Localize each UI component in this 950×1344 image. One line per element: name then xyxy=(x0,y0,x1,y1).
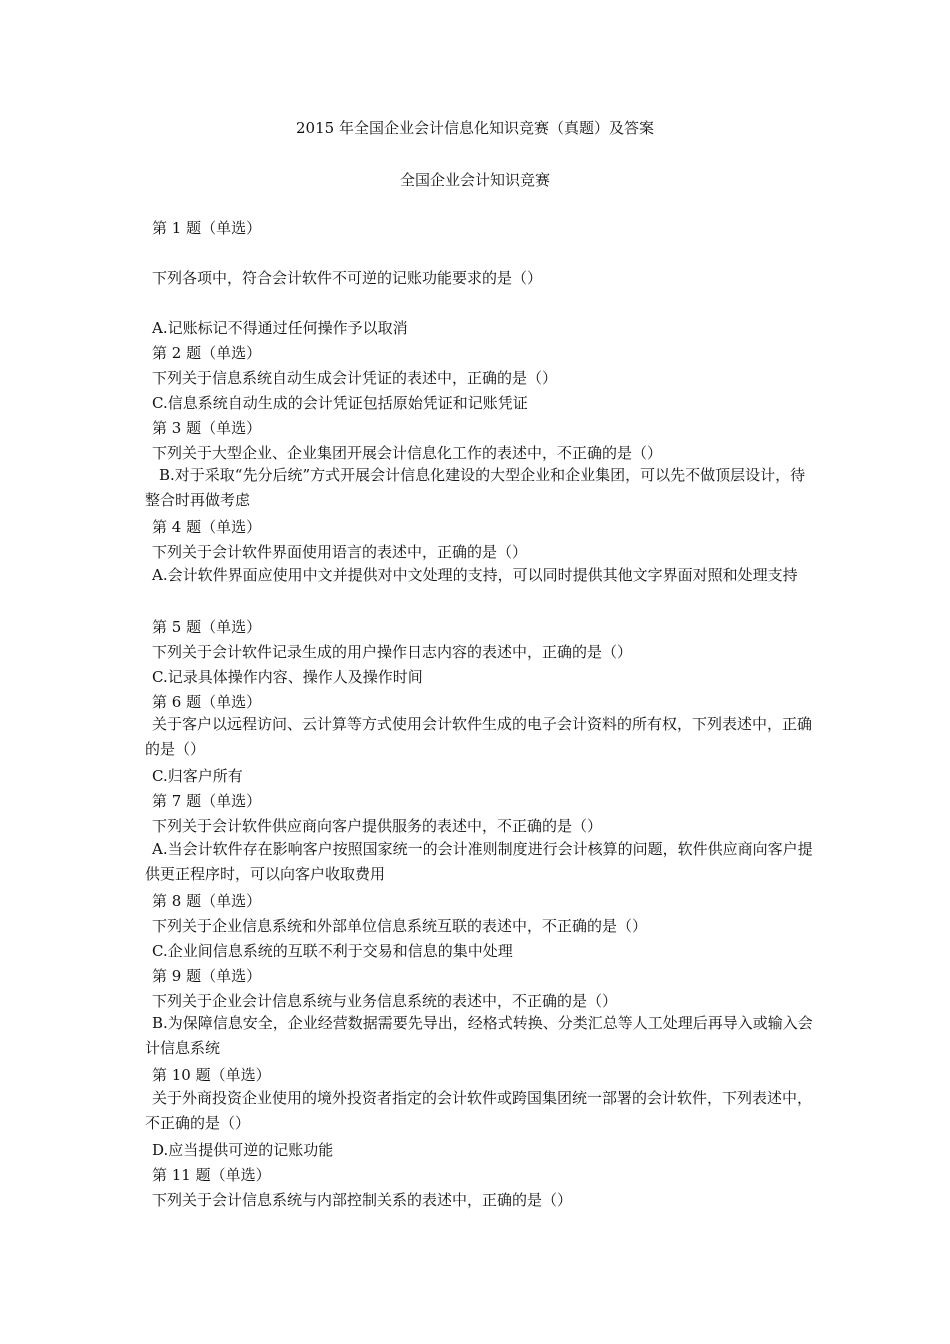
question-stem: 下列关于企业会计信息系统与业务信息系统的表述中，不正确的是（） xyxy=(152,992,618,1010)
question-stem: 下列关于会计软件界面使用语言的表述中，正确的是（） xyxy=(152,543,528,561)
answer-text: B.为保障信息安全，企业经营数据需要先导出，经格式转换、分类汇总等人工处理后再导入或输入会计信息系统 xyxy=(145,1014,813,1057)
answer-text: B.对于采取“先分后统”方式开展会计信息化建设的大型企业和企业集团，可以先不做顶层设计，待整合时再做考虑 xyxy=(145,466,806,509)
question-number: 第 6 题（单选） xyxy=(152,693,262,711)
answer-text: C.归客户所有 xyxy=(152,767,243,785)
question-number: 第 3 题（单选） xyxy=(152,419,262,437)
question-stem: 下列关于会计信息系统与内部控制关系的表述中，正确的是（） xyxy=(152,1191,573,1209)
answer-text: C.信息系统自动生成的会计凭证包括原始凭证和记账凭证 xyxy=(152,394,528,412)
question-number: 第 10 题（单选） xyxy=(152,1066,271,1084)
question-stem: 关于外商投资企业使用的境外投资者指定的会计软件或跨国集团统一部署的会计软件，下列表述中，不正确的是（） xyxy=(145,1089,813,1132)
answer-text: C.企业间信息系统的互联不利于交易和信息的集中处理 xyxy=(152,942,513,960)
answer-text: C.记录具体操作内容、操作人及操作时间 xyxy=(152,668,423,686)
question-stem: 下列关于企业信息系统和外部单位信息系统互联的表述中，不正确的是（） xyxy=(152,917,648,935)
question-number: 第 1 题（单选） xyxy=(152,219,262,237)
answer-text: A.记账标记不得通过任何操作予以取消 xyxy=(152,319,408,337)
question-stem: 下列关于大型企业、企业集团开展会计信息化工作的表述中，不正确的是（） xyxy=(152,444,663,462)
question-stem: 下列各项中，符合会计软件不可逆的记账功能要求的是（） xyxy=(152,269,543,287)
answer-text: D.应当提供可逆的记账功能 xyxy=(152,1141,334,1159)
answer-text: A.会计软件界面应使用中文并提供对中文处理的支持，可以同时提供其他文字界面对照和处理支持 xyxy=(152,566,798,584)
document-title: 2015 年全国企业会计信息化知识竞赛（真题）及答案 xyxy=(296,119,654,137)
question-stem: 关于客户以远程访问、云计算等方式使用会计软件生成的电子会计资料的所有权，下列表述中，正确的是（） xyxy=(145,715,813,758)
question-stem: 下列关于会计软件供应商向客户提供服务的表述中，不正确的是（） xyxy=(152,817,603,835)
answer-text: A.当会计软件存在影响客户按照国家统一的会计准则制度进行会计核算的问题，软件供应商向客户提供更正程序时，可以向客户收取费用 xyxy=(145,840,813,883)
question-number: 第 7 题（单选） xyxy=(152,792,262,810)
question-number: 第 9 题（单选） xyxy=(152,967,262,985)
question-number: 第 2 题（单选） xyxy=(152,344,262,362)
question-number: 第 5 题（单选） xyxy=(152,618,262,636)
question-stem: 下列关于信息系统自动生成会计凭证的表述中，正确的是（） xyxy=(152,369,558,387)
question-number: 第 11 题（单选） xyxy=(152,1166,271,1184)
document-subtitle: 全国企业会计知识竞赛 xyxy=(399,171,550,189)
question-number: 第 8 题（单选） xyxy=(152,892,262,910)
question-stem: 下列关于会计软件记录生成的用户操作日志内容的表述中，正确的是（） xyxy=(152,643,633,661)
question-number: 第 4 题（单选） xyxy=(152,518,262,536)
